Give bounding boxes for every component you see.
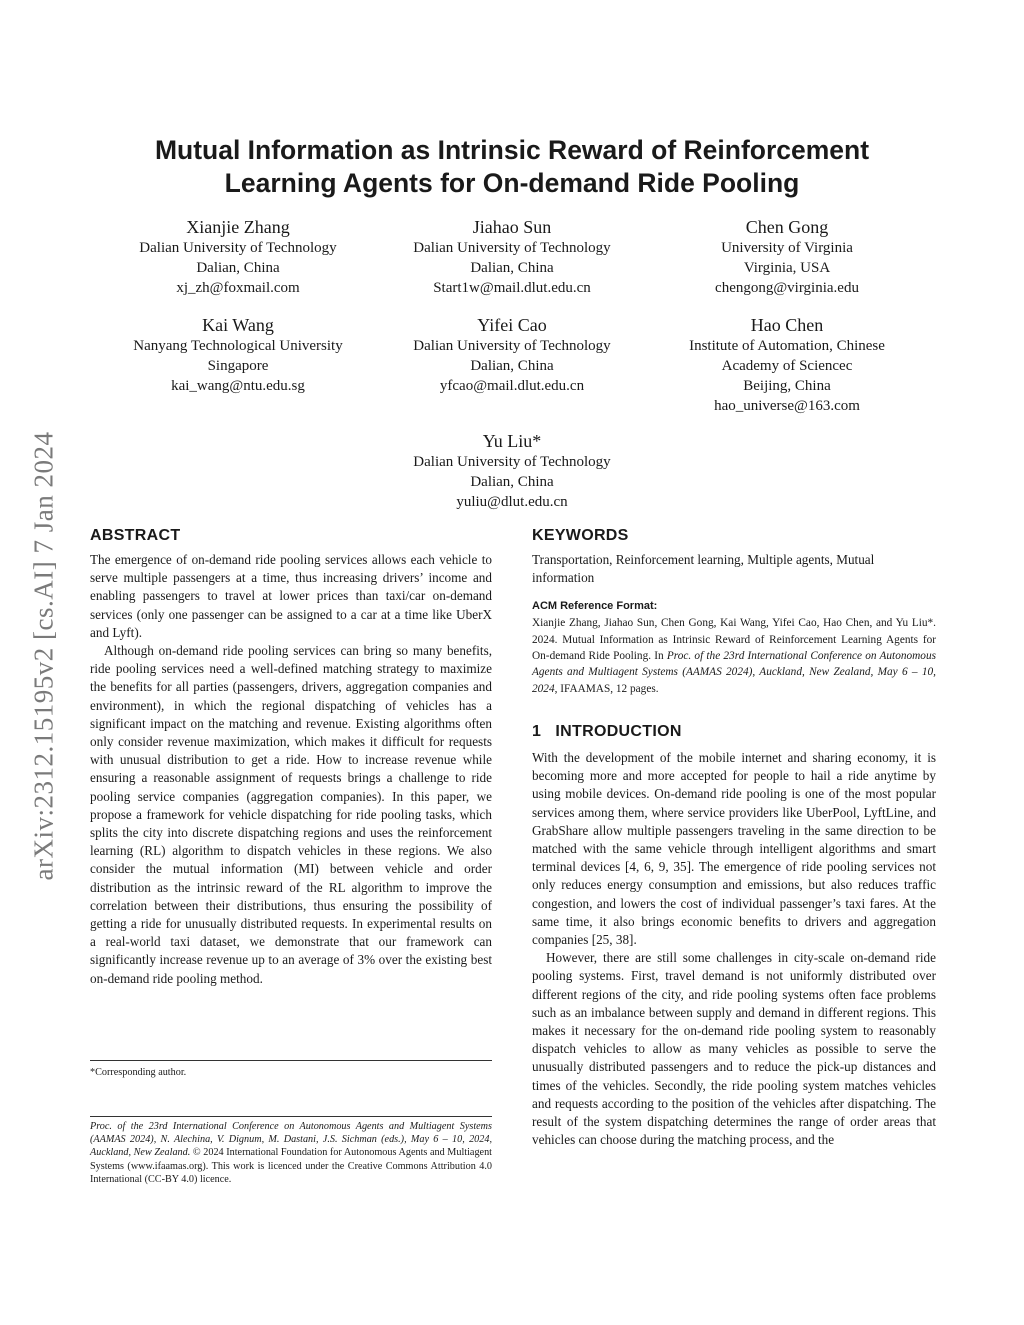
author-affiliation: Institute of Automation, Chinese	[689, 338, 885, 354]
author-location: Dalian, China	[470, 358, 554, 374]
acm-reference-body	[532, 615, 936, 697]
author-email: chengong@virginia.edu	[715, 280, 859, 296]
acm-reference-pre: Xianjie Zhang, Jiahao Sun, Chen Gong, Kai Wang, Yifei Cao, Hao Chen, and Yu Liu*. 2024. Mutual Information as Intrinsic Reward of Reinforcement Learning Agents for On-demand Ride Pooling. In	[532, 617, 936, 663]
author-block	[647, 216, 927, 298]
paper-title	[90, 134, 934, 200]
author-location: Singapore	[207, 358, 269, 374]
introduction-heading: 1 INTRODUCTION	[532, 723, 682, 740]
author-name: Yifei Cao	[477, 315, 547, 335]
author-location: Dalian, China	[196, 260, 280, 276]
author-location: Dalian, China	[470, 474, 554, 490]
acm-reference-post: , IFAAMAS, 12 pages.	[554, 682, 659, 695]
abstract-paragraph: Although on-demand ride pooling services can bring so many benefits, ride pooling services need a well-defined matching strategy to maximize the benefits for all parties (passengers, drivers, aggregation companies and environment), in which the regional dispatching of vehicles has a significant impact on the matching and revenue. Existing algorithms often only consider revenue maximization, which makes it difficult for requests with unusual distribution to get a ride. How to increase revenue while ensuring a reasonable assignment of requests brings a challenge to ride pooling service companies (aggregation companies). In this paper, we propose a framework for vehicle dispatching for ride pooling tasks, which splits the city into discrete dispatching regions and uses the reinforcement learning (RL) algorithm to dispatch vehicles in these regions. We also consider the mutual information (MI) between vehicle and order distribution as the intrinsic reward of the RL algorithm to improve the correlation between their distributions, thus ensuring the possibility of getting a ride for unusually distributed requests. In experimental results on a real-world taxi dataset, we demonstrate that our framework can significantly increase revenue up to an average of 3% over the existing best on-demand ride pooling method.	[90, 643, 492, 986]
author-affiliation: Dalian University of Technology	[139, 240, 337, 256]
abstract-paragraph: The emergence of on-demand ride pooling services allows each vehicle to serve multiple passengers at a time, thus increasing drivers’ income and enabling passengers to travel at lower prices than taxi/car on-demand services (only one passenger can be assigned to a car at a time like UberX and Lyft).	[90, 552, 492, 640]
keywords-heading: KEYWORDS	[532, 527, 629, 544]
proceedings-italic: Proc. of the 23rd International Conference on Autonomous Agents and Multiagent Systems (AAMAS 2024), N. Alechina, V. Dignum, M. Dastani, J.S. Sichman (eds.), May 6 – 10, 2024, Auckland, New Zealand.	[90, 1121, 492, 1159]
author-block	[372, 430, 652, 512]
intro-paragraph: With the development of the mobile internet and sharing economy, it is becoming more and more accepted for people to hail a ride anytime by using mobile devices. On-demand ride pooling is one of the most popular services among them, where service providers like UberPool, LyftLine, and GrabShare allow multiple passengers traveling in the same direction to be matched with the same vehicle through intelligent algorithms and smart terminal devices [4, 6, 9, 35]. The emergence of ride pooling services not only reduces energy consumption and emissions, but also reduces traffic congestion, and lowers the cost of individual passenger’s taxi fares. At the same time, it also brings economic benefits to drivers and aggregation companies [25, 38].	[532, 750, 936, 948]
author-name: Hao Chen	[750, 315, 824, 335]
author-name: Yu Liu*	[482, 431, 542, 451]
author-affiliation: Dalian University of Technology	[413, 240, 611, 256]
author-affiliation-line2: Academy of Sciencec	[721, 358, 853, 374]
acm-reference-label: ACM Reference Format:	[532, 600, 658, 612]
author-name: Jiahao Sun	[472, 217, 552, 237]
author-affiliation: University of Virginia	[721, 240, 853, 256]
footnote-rule	[90, 1060, 492, 1061]
author-email: kai_wang@ntu.edu.sg	[171, 378, 305, 394]
author-block	[372, 314, 652, 396]
author-block	[372, 216, 652, 298]
abstract-heading: ABSTRACT	[90, 527, 181, 544]
author-name: Kai Wang	[202, 315, 274, 335]
arxiv-id: arXiv:2312.15195v2 [cs.AI] 7 Jan 2024	[28, 431, 59, 880]
proceedings-note	[90, 1120, 492, 1186]
author-block	[647, 314, 927, 416]
footnote: *Corresponding author.	[90, 1067, 187, 1078]
author-name: Chen Gong	[745, 217, 829, 237]
author-location: Virginia, USA	[743, 260, 831, 276]
author-location: Beijing, China	[743, 378, 831, 394]
proceedings-plain: © 2024 International Foundation for Autonomous Agents and Multiagent Systems (www.ifaamas.org). This work is licenced under the Creative Commons Attribution 4.0 International (CC-BY 4.0) licence.	[90, 1147, 492, 1185]
title-line-1: Mutual Information as Intrinsic Reward of Reinforcement	[154, 135, 870, 165]
keywords-text: Transportation, Reinforcement learning, Multiple agents, Mutual information	[532, 552, 875, 586]
proceedings-rule	[90, 1116, 492, 1117]
author-email: Start1w@mail.dlut.edu.cn	[433, 280, 591, 296]
author-name: Xianjie Zhang	[186, 217, 290, 237]
acm-reference	[532, 597, 936, 697]
author-block	[98, 216, 378, 298]
author-email: yfcao@mail.dlut.edu.cn	[439, 378, 585, 394]
author-affiliation: Nanyang Technological University	[133, 338, 343, 354]
keywords-section	[532, 526, 936, 587]
title-line-2: Learning Agents for On-demand Ride Pooling	[224, 168, 800, 198]
arxiv-stamp	[18, 378, 70, 933]
author-affiliation: Dalian University of Technology	[413, 454, 611, 470]
abstract-section	[90, 526, 492, 988]
author-email: hao_universe@163.com	[714, 398, 860, 414]
acm-reference-italic: Proc. of the 23rd International Conference on Autonomous Agents and Multiagent Systems (AAMAS 2024), Auckland, New Zealand, May 6 – 10, 2024	[532, 650, 936, 695]
intro-paragraph: However, there are still some challenges in city-scale on-demand ride pooling systems. First, travel demand is not uniformly distributed over different regions of the city, and ride pooling systems often face problems such as an imbalance between supply and demand in different regions. This makes it necessary for the on-demand ride pooling system to reasonably dispatch vehicles to allow as many vehicles as possible to serve the unusually distributed passengers and to reduce the pick-up distances and times of the vehicles. Secondly, the ride pooling system matches vehicles and requests according to the position of the vehicles after dispatching. The result of the system dispatching determines the range of order areas that vehicles can choose during the matching process, and the	[532, 950, 936, 1148]
author-email: xj_zh@foxmail.com	[176, 280, 300, 296]
author-affiliation: Dalian University of Technology	[413, 338, 611, 354]
author-email: yuliu@dlut.edu.cn	[456, 494, 568, 510]
author-block	[98, 314, 378, 396]
author-location: Dalian, China	[470, 260, 554, 276]
introduction-section	[532, 722, 936, 1149]
